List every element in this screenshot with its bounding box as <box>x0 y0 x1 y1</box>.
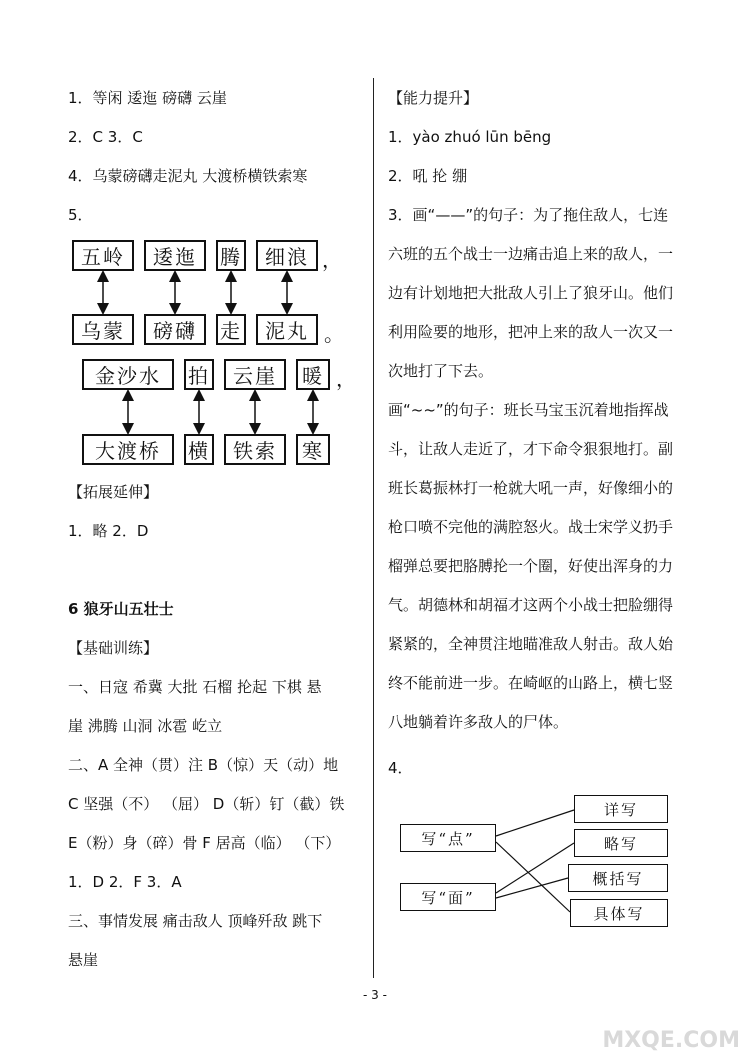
word-box: 五岭 <box>72 240 134 271</box>
watermark: MXQE.COM <box>602 1028 740 1053</box>
paragraph-line: 边有计划地把大批敌人引上了狼牙山。他们 <box>388 284 674 302</box>
word-box: 泥丸 <box>256 314 318 345</box>
answer-line: 1．D 2．F 3．A <box>68 873 182 891</box>
paragraph-line: 画“~~”的句子：班长马宝玉沉着地指挥战 <box>388 401 669 419</box>
word-box: 金沙水 <box>82 359 174 390</box>
diagram-right-box: 具体写 <box>570 899 668 927</box>
word-box: 铁索 <box>224 434 286 465</box>
word-box: 走 <box>216 314 246 345</box>
answer-line: 二、A 全神（贯）注 B（惊）天（动）地 <box>68 756 339 774</box>
paragraph-line: 3．画“——”的句子：为了拖住敌人，七连 <box>388 206 669 224</box>
word-box: 乌蒙 <box>72 314 134 345</box>
answer-line: 一、日寇 希冀 大批 石榴 抡起 下棋 悬 <box>68 678 322 696</box>
answer-line: 三、事情发展 痛击敌人 顶峰歼敌 跳下 <box>68 912 323 930</box>
word-box: 拍 <box>184 359 214 390</box>
comma: ， <box>336 367 356 391</box>
paragraph-line: 终不能前进一步。在崎岖的山路上，横七竖 <box>388 674 674 692</box>
paragraph-line: 榴弹总要把胳膊抡一个圈，好使出浑身的力 <box>388 557 674 575</box>
paragraph-line: 班长葛振林打一枪就大吼一声，好像细小的 <box>388 479 674 497</box>
word-box: 云崖 <box>224 359 286 390</box>
answer-line: 5． <box>68 206 93 224</box>
answer-line: 悬崖 <box>68 951 99 969</box>
paragraph-line: 紧紧的，全神贯注地瞄准敌人射击。敌人始 <box>388 635 674 653</box>
diagram-left-box: 写“面” <box>400 883 496 911</box>
section-heading: 【拓展延伸】 <box>68 483 159 501</box>
period: 。 <box>324 322 344 346</box>
paragraph-line: 枪口喷不完他的满腔怒火。战士宋学义扔手 <box>388 518 674 536</box>
comma: ， <box>322 248 342 272</box>
answer-line: 1．yào zhuó lūn bēng <box>388 128 552 146</box>
diagram-left-box: 写“点” <box>400 824 496 852</box>
diagram-right-box: 概括写 <box>568 864 668 892</box>
answer-line: 2．C 3．C <box>68 128 143 146</box>
word-box: 磅礴 <box>144 314 206 345</box>
word-box: 寒 <box>296 434 330 465</box>
answer-line: C 坚强（不） （屈） D（斩）钉（截）铁 <box>68 795 345 813</box>
paragraph-line: 六班的五个战士一边痛击追上来的敌人，一 <box>388 245 674 263</box>
answer-line: 1．等闲 逶迤 磅礴 云崖 <box>68 89 227 107</box>
word-box: 暖 <box>296 359 330 390</box>
answer-line: 4． <box>388 759 413 777</box>
lesson-title: 6 狼牙山五壮士 <box>68 600 174 618</box>
diagram-right-box: 详写 <box>574 795 668 823</box>
paragraph-line: 气。胡德林和胡福才这两个小战士把脸绷得 <box>388 596 674 614</box>
paragraph-line: 斗，让敌人走近了，才下命令狠狠地打。副 <box>388 440 674 458</box>
section-heading: 【能力提升】 <box>388 89 479 107</box>
diagram-right-box: 略写 <box>574 829 668 857</box>
answer-line: 崖 沸腾 山洞 冰雹 屹立 <box>68 717 223 735</box>
answer-line: 4．乌蒙磅礴走泥丸 大渡桥横铁索寒 <box>68 167 308 185</box>
paragraph-line: 八地躺着许多敌人的尸体。 <box>388 713 569 731</box>
page-number: - 3 - <box>363 988 387 1002</box>
answer-line: 1．略 2．D <box>68 522 149 540</box>
paragraph-line: 利用险要的地形，把冲上来的敌人一次又一 <box>388 323 674 341</box>
answer-line: 2．吼 抡 绷 <box>388 167 468 185</box>
word-box: 细浪 <box>256 240 318 271</box>
section-heading: 【基础训练】 <box>68 639 159 657</box>
word-box: 逶迤 <box>144 240 206 271</box>
paragraph-line: 次地打了下去。 <box>388 362 494 380</box>
word-box: 大渡桥 <box>82 434 174 465</box>
word-box: 横 <box>184 434 214 465</box>
word-box: 腾 <box>216 240 246 271</box>
answer-line: E（粉）身（碎）骨 F 居高（临） （下） <box>68 834 341 852</box>
